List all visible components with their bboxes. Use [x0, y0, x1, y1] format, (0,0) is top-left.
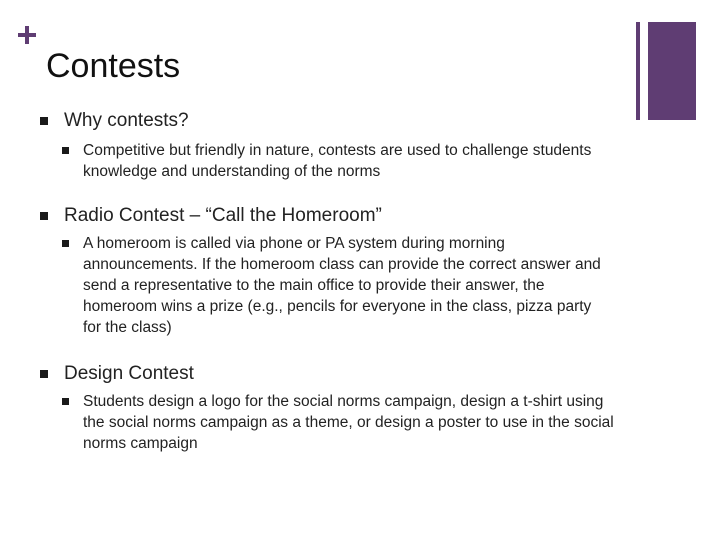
accent-bar-thick	[648, 22, 696, 120]
bullet-square-icon	[40, 370, 48, 378]
bullet-square-icon	[40, 117, 48, 125]
sub-bullet-text: A homeroom is called via phone or PA system during morning announcements. If the homeroom class can provide the correct answer and send a representative to the main office to provide their answer, the homeroom wins a prize (e.g., pencils for everyone in the class, pizza party for the class)	[83, 235, 601, 336]
slide-title: Contests	[46, 47, 181, 85]
bullet-why-contests: Why contests?	[64, 110, 189, 131]
bullet-radio-contest: Radio Contest – “Call the Homeroom”	[64, 205, 382, 226]
sub-bullet-text: Students design a logo for the social norms campaign, design a t-shirt using the social norms campaign as a theme, or design a poster to use in the social norms campaign	[83, 393, 614, 452]
plus-icon	[18, 26, 36, 44]
accent-bar-thin	[636, 22, 640, 120]
bullet-design-contest: Design Contest	[64, 363, 194, 384]
sub-bullet-text: Competitive but friendly in nature, contests are used to challenge students knowledge and understanding of the norms	[83, 142, 592, 180]
sub-bullet-square-icon	[62, 147, 69, 154]
sub-bullet-square-icon	[62, 240, 69, 247]
bullet-square-icon	[40, 212, 48, 220]
sub-bullet-square-icon	[62, 398, 69, 405]
